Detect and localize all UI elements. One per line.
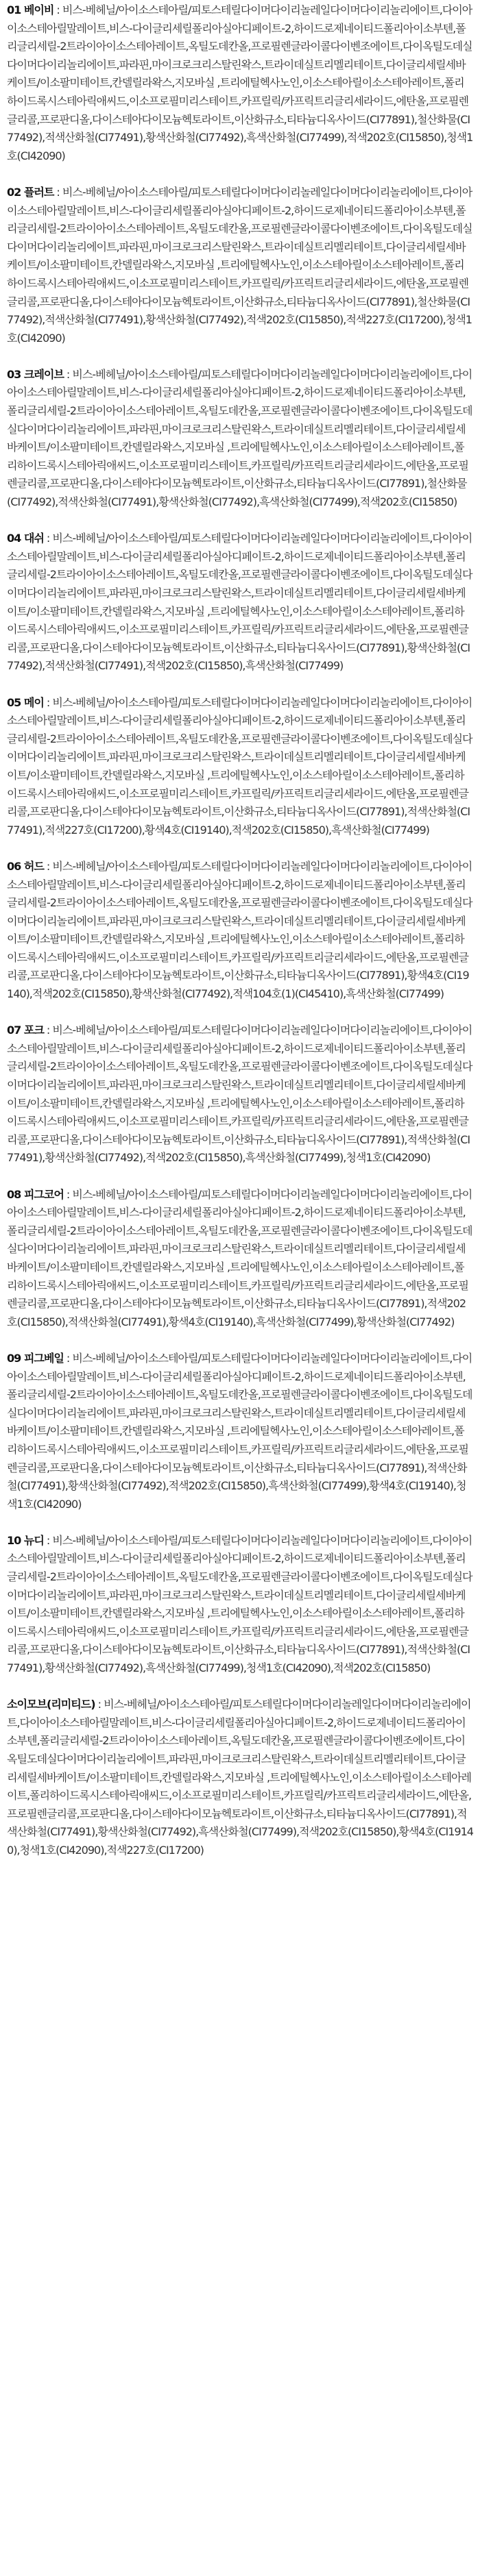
shade-heading xyxy=(7,1352,64,1365)
ingredient-list: 비스-베헤닐/아이소스테아릴/피토스테릴다이머다이리놀레일다이머다이리놀리에이트,다이아이소스테아릴말레이트,비스-다이글리세릴폴리아실아디페이트-2,하이드로제네이티드폴리아이소부텐,폴리글리세릴-2트라이아이소스테아레이트,옥틸도데칸올,프로필렌글라이콜다이벤조에이트,다이옥틸도데실다이머다이리놀리에이트,파라핀,마이크로크리스탈린왁스,트라이데실트리멜리테이트,다이글리세릴세바케이트/이소팔미테이트,칸델릴라왁스,지모바실 ,트리에틸헥사노인,이소스테아릴이소스테아레이트,폴리하이드록시스테아릭애씨드,이소프로필미리스테이트,카프릴릭/카프릭트리글리세라이드,에탄올,프로필렌글리콜,프로판디올,다이스테아다이모늄헥토라이트,이산화규소,티타늄디옥사이드(CI77891),적색산화철(CI77491),황색산화철(CI77492),흑색산화철(CI77499),적색202호(CI15850),황색4호(CI19140),청색1호(CI42090),적색227호(CI17200) xyxy=(7,1698,473,1857)
shade-number: 09 xyxy=(7,1351,21,1365)
shade-heading xyxy=(7,1534,44,1547)
shade-name: 소이모브(리미티드) xyxy=(7,1698,95,1711)
shade-entry-06: 06 허드 : 비스-베헤닐/아이소스테아릴/피토스테릴다이머다이리놀레일다이머다이리놀리에이트,다이아이소스테아릴말레이트,비스-다이글리세릴폴리아실아디페이트-2,하이드로제네이티드폴리아이소부텐,폴리글리세릴-2트라이아이소스테아레이트,옥틸도데칸올,프로필렌글라이콜다이벤조에이트,다이옥틸도데실다이머다이리놀리에이트,파라핀,마이크로크리스탈린왁스,트라이데실트리멜리테이트,다이글리세릴세바케이트/이소팔미테이트,칸델릴라왁스,지모바실 ,트리에틸헥사노인,이소스테아릴이소스테아레이트,폴리하이드록시스테아릭애씨드,이소프로필미리스테이트,카프릴릭/카프릭트리글리세라이드,에탄올,프로필렌글리콜,프로판디올,다이스테아다이모늄헥토라이트,이산화규소,티타늄디옥사이드(CI77891),황색4호(CI19140),적색202호(CI15850),황색산화철(CI77492),적색104호(1)(CI45410),흑색산화철(CI77499) xyxy=(7,859,472,1001)
ingredient-list: 비스-베헤닐/아이소스테아릴/피토스테릴다이머다이리놀레일다이머다이리놀리에이트,다이아이소스테아릴말레이트,비스-다이글리세릴폴리아실아디페이트-2,하이드로제네이티드폴리아이소부텐,폴리글리세릴-2트라이아이소스테아레이트,옥틸도데칸올,프로필렌글라이콜다이벤조에이트,다이옥틸도데실다이머다이리놀리에이트,파라핀,마이크로크리스탈린왁스,트라이데실트리멜리테이트,다이글리세릴세바케이트/이소팔미테이트,칸델릴라왁스,지모바실 ,트리에틸헥사노인,이소스테아릴이소스테아레이트,폴리하이드록시스테아릭애씨드,이소프로필미리스테이트,카프릴릭/카프릭트리글리세라이드,에탄올,프로필렌글리콜,프로판디올,다이스테아다이모늄헥토라이트,이산화규소,티타늄디옥사이드(CI77891),황색산화철(CI77492),적색산화철(CI77491),적색202호(CI15850),흑색산화철(CI77499) xyxy=(7,532,472,673)
shade-name: 대쉬 xyxy=(23,532,44,545)
ingredient-list: 비스-베헤닐/아이소스테아릴/피토스테릴다이머다이리놀레일다이머다이리놀리에이트,다이아이소스테아릴말레이트,비스-다이글리세릴폴리아실아디페이트-2,하이드로제네이티드폴리아이소부텐,폴리글리세릴-2트라이아이소스테아레이트,옥틸도데칸올,프로필렌글라이콜다이벤조에이트,다이옥틸도데실다이머다이리놀리에이트,파라핀,마이크로크리스탈린왁스,트라이데실트리멜리테이트,다이글리세릴세바케이트/이소팔미테이트,칸델릴라왁스,지모바실 ,트리에틸헥사노인,이소스테아릴이소스테아레이트,폴리하이드록시스테아릭애씨드,이소프로필미리스테이트,카프릴릭/카프릭트리글리세라이드,에탄올,프로필렌글리콜,프로판디올,다이스테아다이모늄헥토라이트,이산화규소,티타늄디옥사이드(CI77891),철산화물(CI77492),적색산화철(CI77491),황색산화철(CI77492),흑색산화철(CI77499),적색202호(CI15850) xyxy=(7,367,472,509)
ingredient-list: 비스-베헤닐/아이소스테아릴/피토스테릴다이머다이리놀레일다이머다이리놀리에이트,다이아이소스테아릴말레이트,비스-다이글리세릴폴리아실아디페이트-2,하이드로제네이티드폴리아이소부텐,폴리글리세릴-2트라이아이소스테아레이트,옥틸도데칸올,프로필렌글라이콜다이벤조에이트,다이옥틸도데실다이머다이리놀리에이트,파라핀,마이크로크리스탈린왁스,트라이데실트리멜리테이트,다이글리세릴세바케이트/이소팔미테이트,칸델릴라왁스,지모바실 ,트리에틸헥사노인,이소스테아릴이소스테아레이트,폴리하이드록시스테아릭애씨드,이소프로필미리스테이트,카프릴릭/카프릭트리글리세라이드,에탄올,프로필렌글리콜,프로판디올,다이스테아다이모늄헥토라이트,이산화규소,티타늄디옥사이드(CI77891),적색산화철(CI77491),황색산화철(CI77492),적색202호(CI15850),흑색산화철(CI77499),청색1호(CI42090) xyxy=(7,1024,472,1165)
shade-heading xyxy=(7,3,53,16)
shade-name: 플러트 xyxy=(23,185,54,199)
shade-name: 포크 xyxy=(23,1024,44,1037)
shade-number: 02 xyxy=(7,185,21,199)
ingredient-list: 비스-베헤닐/아이소스테아릴/피토스테릴다이머다이리놀레일다이머다이리놀리에이트,다이아이소스테아릴말레이트,비스-다이글리세릴폴리아실아디페이트-2,하이드로제네이티드폴리아이소부텐,폴리글리세릴-2트라이아이소스테아레이트,옥틸도데칸올,프로필렌글라이콜다이벤조에이트,다이옥틸도데실다이머다이리놀리에이트,파라핀,마이크로크리스탈린왁스,트라이데실트리멜리테이트,다이글리세릴세바케이트/이소팔미테이트,칸델릴라왁스,지모바실 ,트리에틸헥사노인,이소스테아릴이소스테아레이트,폴리하이드록시스테아릭애씨드,이소프로필미리스테이트,카프릴릭/카프릭트리글리세라이드,에탄올,프로필렌글리콜,프로판디올,다이스테아다이모늄헥토라이트,이산화규소,티타늄디옥사이드(CI77891),철산화물(CI77492),적색산화철(CI77491),황색산화철(CI77492),적색202호(CI15850),적색227호(CI17200),청색1호(CI42090) xyxy=(7,185,472,345)
shade-number: 07 xyxy=(7,1024,21,1037)
shade-heading xyxy=(7,860,44,873)
shade-entry-07: 07 포크 : 비스-베헤닐/아이소스테아릴/피토스테릴다이머다이리놀레일다이머다이리놀리에이트,다이아이소스테아릴말레이트,비스-다이글리세릴폴리아실아디페이트-2,하이드로제네이티드폴리아이소부텐,폴리글리세릴-2트라이아이소스테아레이트,옥틸도데칸올,프로필렌글라이콜다이벤조에이트,다이옥틸도데실다이머다이리놀리에이트,파라핀,마이크로크리스탈린왁스,트라이데실트리멜리테이트,다이글리세릴세바케이트/이소팔미테이트,칸델릴라왁스,지모바실 ,트리에틸헥사노인,이소스테아릴이소스테아레이트,폴리하이드록시스테아릭애씨드,이소프로필미리스테이트,카프릴릭/카프릭트리글리세라이드,에탄올,프로필렌글리콜,프로판디올,다이스테아다이모늄헥토라이트,이산화규소,티타늄디옥사이드(CI77891),적색산화철(CI77491),황색산화철(CI77492),적색202호(CI15850),흑색산화철(CI77499),청색1호(CI42090) xyxy=(7,1024,472,1165)
shade-number: 01 xyxy=(7,3,21,16)
shade-entry-09: 09 피그베일 : 비스-베헤닐/아이소스테아릴/피토스테릴다이머다이리놀레일다이머다이리놀리에이트,다이아이소스테아릴말레이트,비스-다이글리세릴폴리아실아디페이트-2,하이드로제네이티드폴리아이소부텐,폴리글리세릴-2트라이아이소스테아레이트,옥틸도데칸올,프로필렌글라이콜다이벤조에이트,다이옥틸도데실다이머다이리놀리에이트,파라핀,마이크로크리스탈린왁스,트라이데실트리멜리테이트,다이글리세릴세바케이트/이소팔미테이트,칸델릴라왁스,지모바실 ,트리에틸헥사노인,이소스테아릴이소스테아레이트,폴리하이드록시스테아릭애씨드,이소프로필미리스테이트,카프릴릭/카프릭트리글리세라이드,에탄올,프로필렌글리콜,프로판디올,다이스테아다이모늄헥토라이트,이산화규소,티타늄디옥사이드(CI77891),적색산화철(CI77491),황색산화철(CI77492),적색202호(CI15850),흑색산화철(CI77499),황색4호(CI19140),청색1호(CI42090) xyxy=(7,1351,472,1511)
shade-heading xyxy=(7,186,53,199)
shade-name: 허드 xyxy=(23,859,44,873)
ingredient-list: 비스-베헤닐/아이소스테아릴/피토스테릴다이머다이리놀레일다이머다이리놀리에이트,다이아이소스테아릴말레이트,비스-다이글리세릴폴리아실아디페이트-2,하이드로제네이티드폴리아이소부텐,폴리글리세릴-2트라이아이소스테아레이트,옥틸도데칸올,프로필렌글라이콜다이벤조에이트,다이옥틸도데실다이머다이리놀리에이트,파라핀,마이크로크리스탈린왁스,트라이데실트리멜리테이트,다이글리세릴세바케이트/이소팔미테이트,칸델릴라왁스,지모바실 ,트리에틸헥사노인,이소스테아릴이소스테아레이트,폴리하이드록시스테아릭애씨드,이소프로필미리스테이트,카프릴릭/카프릭트리글리세라이드,에탄올,프로필렌글리콜,프로판디올,다이스테아다이모늄헥토라이트,이산화규소,티타늄디옥사이드(CI77891),적색산화철(CI77491),황색산화철(CI77492),흑색산화철(CI77499),청색1호(CI42090),적색202호(CI15850) xyxy=(7,1533,472,1675)
shade-heading xyxy=(7,532,44,545)
shade-entry-04: 04 대쉬 : 비스-베헤닐/아이소스테아릴/피토스테릴다이머다이리놀레일다이머다이리놀리에이트,다이아이소스테아릴말레이트,비스-다이글리세릴폴리아실아디페이트-2,하이드로제네이티드폴리아이소부텐,폴리글리세릴-2트라이아이소스테아레이트,옥틸도데칸올,프로필렌글라이콜다이벤조에이트,다이옥틸도데실다이머다이리놀리에이트,파라핀,마이크로크리스탈린왁스,트라이데실트리멜리테이트,다이글리세릴세바케이트/이소팔미테이트,칸델릴라왁스,지모바실 ,트리에틸헥사노인,이소스테아릴이소스테아레이트,폴리하이드록시스테아릭애씨드,이소프로필미리스테이트,카프릴릭/카프릭트리글리세라이드,에탄올,프로필렌글리콜,프로판디올,다이스테아다이모늄헥토라이트,이산화규소,티타늄디옥사이드(CI77891),황색산화철(CI77492),적색산화철(CI77491),적색202호(CI15850),흑색산화철(CI77499) xyxy=(7,532,472,673)
shade-heading xyxy=(7,1698,95,1711)
shade-heading xyxy=(7,1188,64,1201)
shade-name: 피그코어 xyxy=(23,1187,64,1201)
shade-number: 03 xyxy=(7,367,21,381)
shade-heading xyxy=(7,368,64,381)
shade-name: 피그베일 xyxy=(23,1351,64,1365)
ingredient-list: 비스-베헤닐/아이소스테아릴/피토스테릴다이머다이리놀레일다이머다이리놀리에이트,다이아이소스테아릴말레이트,비스-다이글리세릴폴리아실아디페이트-2,하이드로제네이티드폴리아이소부텐,폴리글리세릴-2트라이아이소스테아레이트,옥틸도데칸올,프로필렌글라이콜다이벤조에이트,다이옥틸도데실다이머다이리놀리에이트,파라핀,마이크로크리스탈린왁스,트라이데실트리멜리테이트,다이글리세릴세바케이트/이소팔미테이트,칸델릴라왁스,지모바실 ,트리에틸헥사노인,이소스테아릴이소스테아레이트,폴리하이드록시스테아릭애씨드,이소프로필미리스테이트,카프릴릭/카프릭트리글리세라이드,에탄올,프로필렌글리콜,프로판디올,다이스테아다이모늄헥토라이트,이산화규소,티타늄디옥사이드(CI77891),황색4호(CI19140),적색202호(CI15850),황색산화철(CI77492),적색104호(1)(CI45410),흑색산화철(CI77499) xyxy=(7,859,472,1001)
ingredient-list: 비스-베헤닐/아이소스테아릴/피토스테릴다이머다이리놀레일다이머다이리놀리에이트,다이아이소스테아릴말레이트,비스-다이글리세릴폴리아실아디페이트-2,하이드로제네이티드폴리아이소부텐,폴리글리세릴-2트라이아이소스테아레이트,옥틸도데칸올,프로필렌글라이콜다이벤조에이트,다이옥틸도데실다이머다이리놀리에이트,파라핀,마이크로크리스탈린왁스,트라이데실트리멜리테이트,다이글리세릴세바케이트/이소팔미테이트,칸델릴라왁스,지모바실 ,트리에틸헥사노인,이소스테아릴이소스테아레이트,폴리하이드록시스테아릭애씨드,이소프로필미리스테이트,카프릴릭/카프릭트리글리세라이드,에탄올,프로필렌글리콜,프로판디올,다이스테아다이모늄헥토라이트,이산화규소,티타늄디옥사이드(CI77891),적색202호(CI15850),적색산화철(CI77491),황색4호(CI19140),흑색산화철(CI77499),황색산화철(CI77492) xyxy=(7,1187,472,1328)
shade-entry-03: 03 크레이브 : 비스-베헤닐/아이소스테아릴/피토스테릴다이머다이리놀레일다이머다이리놀리에이트,다이아이소스테아릴말레이트,비스-다이글리세릴폴리아실아디페이트-2,하이드로제네이티드폴리아이소부텐,폴리글리세릴-2트라이아이소스테아레이트,옥틸도데칸올,프로필렌글라이콜다이벤조에이트,다이옥틸도데실다이머다이리놀리에이트,파라핀,마이크로크리스탈린왁스,트라이데실트리멜리테이트,다이글리세릴세바케이트/이소팔미테이트,칸델릴라왁스,지모바실 ,트리에틸헥사노인,이소스테아릴이소스테아레이트,폴리하이드록시스테아릭애씨드,이소프로필미리스테이트,카프릴릭/카프릭트리글리세라이드,에탄올,프로필렌글리콜,프로판디올,다이스테아다이모늄헥토라이트,이산화규소,티타늄디옥사이드(CI77891),철산화물(CI77492),적색산화철(CI77491),황색산화철(CI77492),흑색산화철(CI77499),적색202호(CI15850) xyxy=(7,367,472,509)
shade-number: 10 xyxy=(7,1533,21,1547)
ingredient-list: 비스-베헤닐/아이소스테아릴/피토스테릴다이머다이리놀레일다이머다이리놀리에이트,다이아이소스테아릴말레이트,비스-다이글리세릴폴리아실아디페이트-2,하이드로제네이티드폴리아이소부텐,폴리글리세릴-2트라이아이소스테아레이트,옥틸도데칸올,프로필렌글라이콜다이벤조에이트,다이옥틸도데실다이머다이리놀리에이트,파라핀,마이크로크리스탈린왁스,트라이데실트리멜리테이트,다이글리세릴세바케이트/이소팔미테이트,칸델릴라왁스,지모바실 ,트리에틸헥사노인,이소스테아릴이소스테아레이트,폴리하이드록시스테아릭애씨드,이소프로필미리스테이트,카프릴릭/카프릭트리글리세라이드,에탄올,프로필렌글리콜,프로판디올,다이스테아다이모늄헥토라이트,이산화규소,티타늄디옥사이드(CI77891),철산화물(CI77492),적색산화철(CI77491),황색산화철(CI77492),흑색산화철(CI77499),적색202호(CI15850),청색1호(CI42090) xyxy=(7,3,473,162)
ingredient-list: 비스-베헤닐/아이소스테아릴/피토스테릴다이머다이리놀레일다이머다이리놀리에이트,다이아이소스테아릴말레이트,비스-다이글리세릴폴리아실아디페이트-2,하이드로제네이티드폴리아이소부텐,폴리글리세릴-2트라이아이소스테아레이트,옥틸도데칸올,프로필렌글라이콜다이벤조에이트,다이옥틸도데실다이머다이리놀리에이트,파라핀,마이크로크리스탈린왁스,트라이데실트리멜리테이트,다이글리세릴세바케이트/이소팔미테이트,칸델릴라왁스,지모바실 ,트리에틸헥사노인,이소스테아릴이소스테아레이트,폴리하이드록시스테아릭애씨드,이소프로필미리스테이트,카프릴릭/카프릭트리글리세라이드,에탄올,프로필렌글리콜,프로판디올,다이스테아다이모늄헥토라이트,이산화규소,티타늄디옥사이드(CI77891),적색산화철(CI77491),황색산화철(CI77492),적색202호(CI15850),흑색산화철(CI77499),황색4호(CI19140),청색1호(CI42090) xyxy=(7,1351,472,1511)
shade-entry-05: 05 메이 : 비스-베헤닐/아이소스테아릴/피토스테릴다이머다이리놀레일다이머다이리놀리에이트,다이아이소스테아릴말레이트,비스-다이글리세릴폴리아실아디페이트-2,하이드로제네이티드폴리아이소부텐,폴리글리세릴-2트라이아이소스테아레이트,옥틸도데칸올,프로필렌글라이콜다이벤조에이트,다이옥틸도데실다이머다이리놀리에이트,파라핀,마이크로크리스탈린왁스,트라이데실트리멜리테이트,다이글리세릴세바케이트/이소팔미테이트,칸델릴라왁스,지모바실 ,트리에틸헥사노인,이소스테아릴이소스테아레이트,폴리하이드록시스테아릭애씨드,이소프로필미리스테이트,카프릴릭/카프릭트리글리세라이드,에탄올,프로필렌글리콜,프로판디올,다이스테아다이모늄헥토라이트,이산화규소,티타늄디옥사이드(CI77891),적색산화철(CI77491),적색227호(CI17200),황색4호(CI19140),적색202호(CI15850),흑색산화철(CI77499) xyxy=(7,695,472,837)
shade-entry-08: 08 피그코어 : 비스-베헤닐/아이소스테아릴/피토스테릴다이머다이리놀레일다이머다이리놀리에이트,다이아이소스테아릴말레이트,비스-다이글리세릴폴리아실아디페이트-2,하이드로제네이티드폴리아이소부텐,폴리글리세릴-2트라이아이소스테아레이트,옥틸도데칸올,프로필렌글라이콜다이벤조에이트,다이옥틸도데실다이머다이리놀리에이트,파라핀,마이크로크리스탈린왁스,트라이데실트리멜리테이트,다이글리세릴세바케이트/이소팔미테이트,칸델릴라왁스,지모바실 ,트리에틸헥사노인,이소스테아릴이소스테아레이트,폴리하이드록시스테아릭애씨드,이소프로필미리스테이트,카프릴릭/카프릭트리글리세라이드,에탄올,프로필렌글리콜,프로판디올,다이스테아다이모늄헥토라이트,이산화규소,티타늄디옥사이드(CI77891),적색202호(CI15850),적색산화철(CI77491),황색4호(CI19140),흑색산화철(CI77499),황색산화철(CI77492) xyxy=(7,1187,472,1328)
shade-number: 04 xyxy=(7,532,21,545)
shade-entry-02: 02 플러트 : 비스-베헤닐/아이소스테아릴/피토스테릴다이머다이리놀레일다이머다이리놀리에이트,다이아이소스테아릴말레이트,비스-다이글리세릴폴리아실아디페이트-2,하이드로제네이티드폴리아이소부텐,폴리글리세릴-2트라이아이소스테아레이트,옥틸도데칸올,프로필렌글라이콜다이벤조에이트,다이옥틸도데실다이머다이리놀리에이트,파라핀,마이크로크리스탈린왁스,트라이데실트리멜리테이트,다이글리세릴세바케이트/이소팔미테이트,칸델릴라왁스,지모바실 ,트리에틸헥사노인,이소스테아릴이소스테아레이트,폴리하이드록시스테아릭애씨드,이소프로필미리스테이트,카프릴릭/카프릭트리글리세라이드,에탄올,프로필렌글리콜,프로판디올,다이스테아다이모늄헥토라이트,이산화규소,티타늄디옥사이드(CI77891),철산화물(CI77492),적색산화철(CI77491),황색산화철(CI77492),적색202호(CI15850),적색227호(CI17200),청색1호(CI42090) xyxy=(7,185,472,345)
shade-name: 뉴디 xyxy=(23,1533,44,1547)
shade-name: 메이 xyxy=(23,695,44,709)
shade-heading xyxy=(7,696,44,709)
shade-number: 05 xyxy=(7,695,21,709)
shade-name: 크레이브 xyxy=(23,367,64,381)
shade-number: 06 xyxy=(7,859,21,873)
shade-entry-limited: 소이모브(리미티드) : 비스-베헤닐/아이소스테아릴/피토스테릴다이머다이리놀레일다이머다이리놀리에이트,다이아이소스테아릴말레이트,비스-다이글리세릴폴리아실아디페이트-2,하이드로제네이티드폴리아이소부텐,폴리글리세릴-2트라이아이소스테아레이트,옥틸도데칸올,프로필렌글라이콜다이벤조에이트,다이옥틸도데실다이머다이리놀리에이트,파라핀,마이크로크리스탈린왁스,트라이데실트리멜리테이트,다이글리세릴세바케이트/이소팔미테이트,칸델릴라왁스,지모바실 ,트리에틸헥사노인,이소스테아릴이소스테아레이트,폴리하이드록시스테아릭애씨드,이소프로필미리스테이트,카프릴릭/카프릭트리글리세라이드,에탄올,프로필렌글리콜,프로판디올,다이스테아다이모늄헥토라이트,이산화규소,티타늄디옥사이드(CI77891),적색산화철(CI77491),황색산화철(CI77492),흑색산화철(CI77499),적색202호(CI15850),황색4호(CI19140),청색1호(CI42090),적색227호(CI17200) xyxy=(7,1698,473,1857)
ingredient-list: 비스-베헤닐/아이소스테아릴/피토스테릴다이머다이리놀레일다이머다이리놀리에이트,다이아이소스테아릴말레이트,비스-다이글리세릴폴리아실아디페이트-2,하이드로제네이티드폴리아이소부텐,폴리글리세릴-2트라이아이소스테아레이트,옥틸도데칸올,프로필렌글라이콜다이벤조에이트,다이옥틸도데실다이머다이리놀리에이트,파라핀,마이크로크리스탈린왁스,트라이데실트리멜리테이트,다이글리세릴세바케이트/이소팔미테이트,칸델릴라왁스,지모바실 ,트리에틸헥사노인,이소스테아릴이소스테아레이트,폴리하이드록시스테아릭애씨드,이소프로필미리스테이트,카프릴릭/카프릭트리글리세라이드,에탄올,프로필렌글리콜,프로판디올,다이스테아다이모늄헥토라이트,이산화규소,티타늄디옥사이드(CI77891),적색산화철(CI77491),적색227호(CI17200),황색4호(CI19140),적색202호(CI15850),흑색산화철(CI77499) xyxy=(7,695,472,837)
shade-name: 베이비 xyxy=(23,3,54,16)
shade-number: 08 xyxy=(7,1187,21,1201)
shade-entry-10: 10 뉴디 : 비스-베헤닐/아이소스테아릴/피토스테릴다이머다이리놀레일다이머다이리놀리에이트,다이아이소스테아릴말레이트,비스-다이글리세릴폴리아실아디페이트-2,하이드로제네이티드폴리아이소부텐,폴리글리세릴-2트라이아이소스테아레이트,옥틸도데칸올,프로필렌글라이콜다이벤조에이트,다이옥틸도데실다이머다이리놀리에이트,파라핀,마이크로크리스탈린왁스,트라이데실트리멜리테이트,다이글리세릴세바케이트/이소팔미테이트,칸델릴라왁스,지모바실 ,트리에틸헥사노인,이소스테아릴이소스테아레이트,폴리하이드록시스테아릭애씨드,이소프로필미리스테이트,카프릴릭/카프릭트리글리세라이드,에탄올,프로필렌글리콜,프로판디올,다이스테아다이모늄헥토라이트,이산화규소,티타늄디옥사이드(CI77891),적색산화철(CI77491),황색산화철(CI77492),흑색산화철(CI77499),청색1호(CI42090),적색202호(CI15850) xyxy=(7,1533,472,1675)
shade-entry-01: 01 베이비 : 비스-베헤닐/아이소스테아릴/피토스테릴다이머다이리놀레일다이머다이리놀리에이트,다이아이소스테아릴말레이트,비스-다이글리세릴폴리아실아디페이트-2,하이드로제네이티드폴리아이소부텐,폴리글리세릴-2트라이아이소스테아레이트,옥틸도데칸올,프로필렌글라이콜다이벤조에이트,다이옥틸도데실다이머다이리놀리에이트,파라핀,마이크로크리스탈린왁스,트라이데실트리멜리테이트,다이글리세릴세바케이트/이소팔미테이트,칸델릴라왁스,지모바실 ,트리에틸헥사노인,이소스테아릴이소스테아레이트,폴리하이드록시스테아릭애씨드,이소프로필미리스테이트,카프릴릭/카프릭트리글리세라이드,에탄올,프로필렌글리콜,프로판디올,다이스테아다이모늄헥토라이트,이산화규소,티타늄디옥사이드(CI77891),철산화물(CI77492),적색산화철(CI77491),황색산화철(CI77492),흑색산화철(CI77499),적색202호(CI15850),청색1호(CI42090) xyxy=(7,3,473,162)
shade-heading xyxy=(7,1024,44,1037)
